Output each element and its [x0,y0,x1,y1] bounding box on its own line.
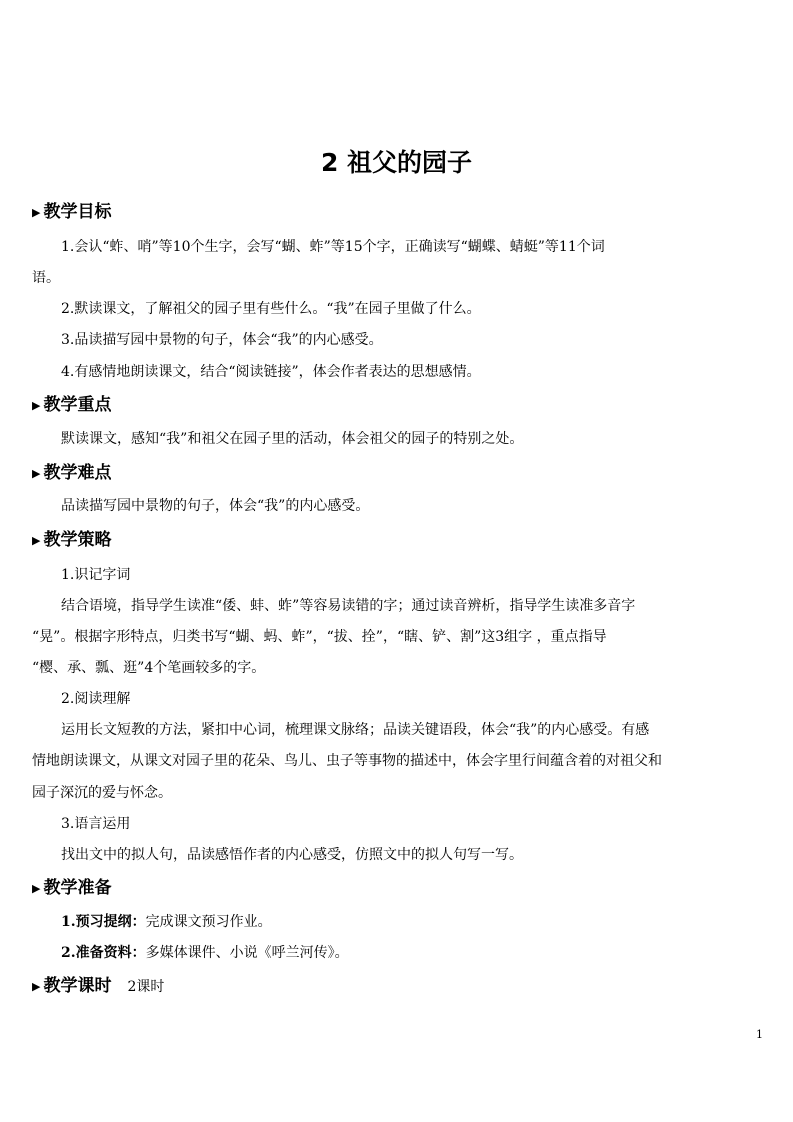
triangle-bullet-icon: ▶ [32,467,41,480]
strategy-2-line-2: 情地朗读课文，从课文对园子里的花朵、鸟儿、虫子等事物的描述中，体会字里行间蕴含着的对祖父和 [32,753,662,769]
hours-value: 2课时 [127,979,165,995]
strategy-2-line-3: 园子深沉的爱与怀念。 [32,785,172,801]
strategy-1-title: 1.识记字词 [61,567,131,583]
goal-item-2: 2.默读课文，了解祖父的园子里有些什么。“我”在园子里做了什么。 [61,301,481,317]
goal-item-3: 3.品读描写园中景物的句子，体会“我”的内心感受。 [61,332,383,348]
preparation-label: 1.预习提纲： [61,914,146,930]
goal-item-1-cont: 语。 [32,270,60,286]
section-heading-key-points [32,394,111,417]
section-heading-hours [32,975,164,998]
strategy-2-title: 2.阅读理解 [61,691,131,707]
difficulties-text: 品读描写园中景物的句子，体会“我”的内心感受。 [61,498,370,514]
preparation-item-2 [61,943,349,963]
section-heading-strategies [32,529,111,552]
preparation-text: 完成课文预习作业。 [145,914,272,930]
section-heading-preparation [32,877,111,900]
strategy-3-line-1: 找出文中的拟人句，品读感悟作者的内心感受，仿照文中的拟人句写一写。 [61,847,523,863]
strategy-3-title: 3.语言运用 [61,816,131,832]
key-points-text: 默读课文，感知“我”和祖父在园子里的活动，体会祖父的园子的特别之处。 [61,431,524,447]
section-heading-difficulties [32,462,111,485]
triangle-bullet-icon: ▶ [32,399,41,412]
strategy-2-line-1: 运用长文短教的方法，紧扣中心词，梳理课文脉络；品读关键语段，体会“我”的内心感受。有感 [61,722,650,738]
strategy-1-line-1: 结合语境，指导学生读准“倭、蚌、蚱”等容易读错的字；通过读音辨析，指导学生读准多音字 [61,598,636,614]
triangle-bullet-icon: ▶ [32,980,41,993]
triangle-bullet-icon: ▶ [32,534,41,547]
preparation-text: 多媒体课件、小说《呼兰河传》。 [145,945,349,961]
document-title: 2 祖父的园子 [320,148,473,177]
strategy-1-line-2: “晃”。根据字形特点，归类书写“蝴、蚂、蚱”，“拔、拴”，“瞎、铲、割”这3组字 ，重点指导 [32,629,607,645]
page-number: 1 [756,1028,763,1041]
heading-text: 教学策略 [43,530,112,550]
strategy-1-line-3: “樱、承、瓢、逛”4个笔画较多的字。 [32,660,266,676]
heading-text: 教学目标 [43,202,112,222]
goal-item-1: 1.会认“蚱、哨”等10个生字，会写“蝴、蚱”等15个字，正确读写“蝴蝶、蜻蜓”等11个词 [61,239,605,255]
section-heading-goals [32,201,111,224]
preparation-label: 2.准备资料： [61,945,146,961]
preparation-item-1 [61,912,272,932]
goal-item-4: 4.有感情地朗读课文，结合“阅读链接”，体会作者表达的思想感情。 [61,364,481,380]
heading-text: 教学课时 [43,976,112,996]
heading-text: 教学重点 [43,395,112,415]
triangle-bullet-icon: ▶ [32,206,41,219]
heading-text: 教学准备 [43,878,112,898]
heading-text: 教学难点 [43,463,112,483]
triangle-bullet-icon: ▶ [32,882,41,895]
